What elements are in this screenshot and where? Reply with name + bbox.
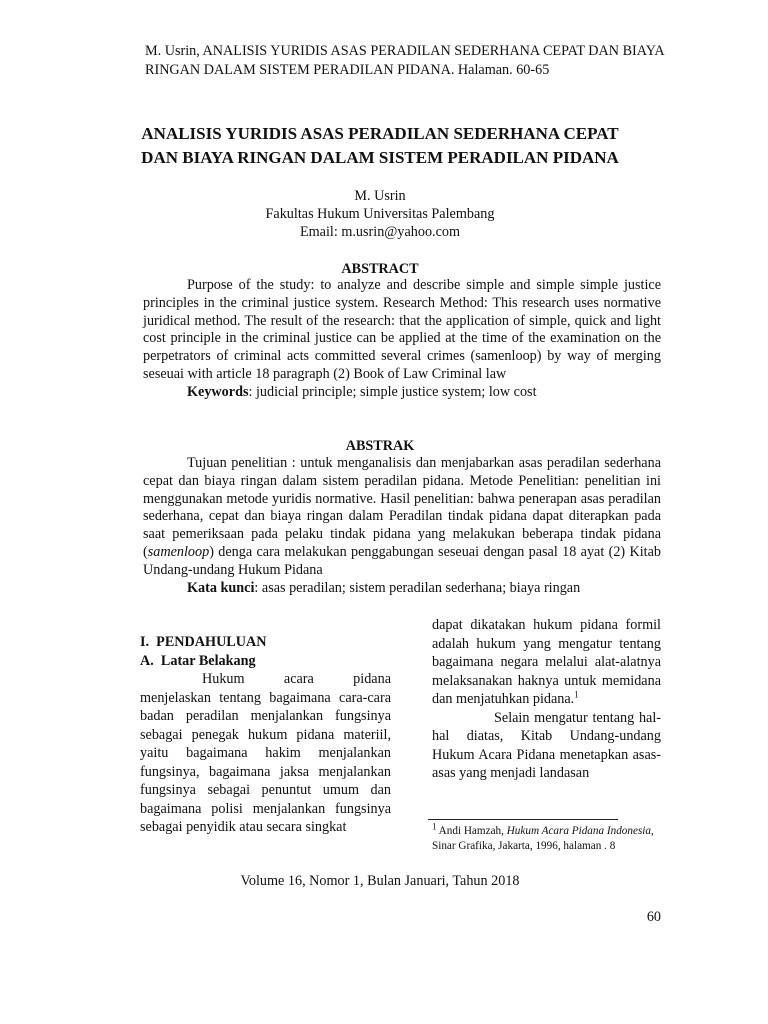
footnote-text: , Sinar Grafika, Jakarta, 1996, halaman . 8 xyxy=(432,825,654,852)
right-paragraph: Selain mengatur tentang hal-hal diatas, Kitab Undang-undang Hukum Acara Pidana menetapkan asas-asas yang menjadi landasan xyxy=(432,709,661,781)
abstrak-body xyxy=(143,455,661,597)
right-paragraph xyxy=(432,616,661,709)
keywords-text: : judicial principle; simple justice system; low cost xyxy=(248,383,537,400)
kata-kunci-label: Kata kunci xyxy=(187,579,255,596)
title-line: DAN BIAYA RINGAN DALAM SISTEM PERADILAN PIDANA xyxy=(141,148,619,167)
footnote-divider xyxy=(428,819,618,820)
volume-line: Volume 16, Nomor 1, Bulan Januari, Tahun 2018 xyxy=(240,873,520,889)
subsection-heading: A. Latar Belakang xyxy=(140,652,256,669)
author-email: Email: m.usrin@yahoo.com xyxy=(299,224,461,240)
right-column xyxy=(432,616,661,783)
abstrak-heading: ABSTRAK xyxy=(345,438,415,454)
left-paragraph: Hukum acara pidana menjelaskan tentang bagaimana cara-cara badan peradilan menjalankan fungsinya sebagai penegak hukum pidana materiil, yaitu bagaimana hakim menjalankan fungsinya, bagaimana jaksa menjalankan fungsinya sebagai penuntut umum dan bagaimana polisi menjalankan fungsinya sebagai penyidik atau secara singkat xyxy=(140,671,391,835)
author-name: M. Usrin xyxy=(354,188,406,204)
footnote xyxy=(432,821,662,854)
running-head: M. Usrin, ANALISIS YURIDIS ASAS PERADILAN SEDERHANA CEPAT DAN BIAYA RINGAN DALAM SISTEM PERADILAN PIDANA. Halaman. 60-65 xyxy=(145,43,664,78)
right-paragraph-text: dapat dikatakan hukum pidana formil adalah hukum yang mengatur tentang bagaimana negara melalui alat-alatnya melaksanakan haknya untuk memidana dan menjatuhkan pidana. xyxy=(432,617,661,707)
abstract-text: Purpose of the study: to analyze and describe simple and simple simple justice principles in the criminal justice system. Research Method: This research uses normative juridical method. The result of the research: that the application of simple, quick and light cost principle in the criminal justice can be applied at the time of the examination on the perpetrators of criminal acts committed several crimes (samenloop) by way of merging seseuai with article 18 paragraph (2) Book of Law Criminal law xyxy=(143,277,661,382)
title-line: ANALISIS YURIDIS ASAS PERADILAN SEDERHANA CEPAT xyxy=(141,124,619,143)
footnote-book-title: Hukum Acara Pidana Indonesia xyxy=(506,825,651,837)
abstract-keywords xyxy=(143,384,661,402)
page-number: 60 xyxy=(646,909,661,925)
abstrak-text xyxy=(143,455,661,580)
abstrak-keywords xyxy=(143,580,661,598)
left-column xyxy=(140,633,391,837)
author-affiliation: Fakultas Hukum Universitas Palembang xyxy=(265,206,495,222)
abstract-body xyxy=(143,277,661,402)
abstrak-text-part: Tujuan penelitian : untuk menganalisis dan menjabarkan asas peradilan sederhana cepat dan biaya ringan dalam sistem peradilan pidana. Metode Penelitian: penelitian ini menggunakan metode yuridis normative. Hasil penelitian: bahwa penerapan asas peradilan sederhana, cepat dan biaya ringan dalam Peradilan tindak pidana dapat diterapkan pada saat pemeriksaan pada pelaku tindak pidana yang melakukan beberapa tindak pidana ( xyxy=(143,455,661,560)
kata-kunci-text: : asas peradilan; sistem peradilan sederhana; biaya ringan xyxy=(254,579,581,596)
author-block xyxy=(150,187,610,241)
footnote-reference[interactable]: 1 xyxy=(574,689,579,700)
abstrak-italic-term: samenloop xyxy=(147,543,210,560)
footnote-text: Andi Hamzah, xyxy=(436,825,507,837)
keywords-label: Keywords xyxy=(187,383,249,400)
abstract-heading: ABSTRACT xyxy=(341,261,419,277)
footnote-number: 1 xyxy=(432,821,437,832)
paper-title xyxy=(100,122,660,170)
abstrak-text-part: ) denga cara melakukan penggabungan seseuai dengan pasal 18 ayat (2) Kitab Undang-undang Hukum Pidana xyxy=(143,543,661,578)
section-heading: I. PENDAHULUAN xyxy=(140,634,267,650)
